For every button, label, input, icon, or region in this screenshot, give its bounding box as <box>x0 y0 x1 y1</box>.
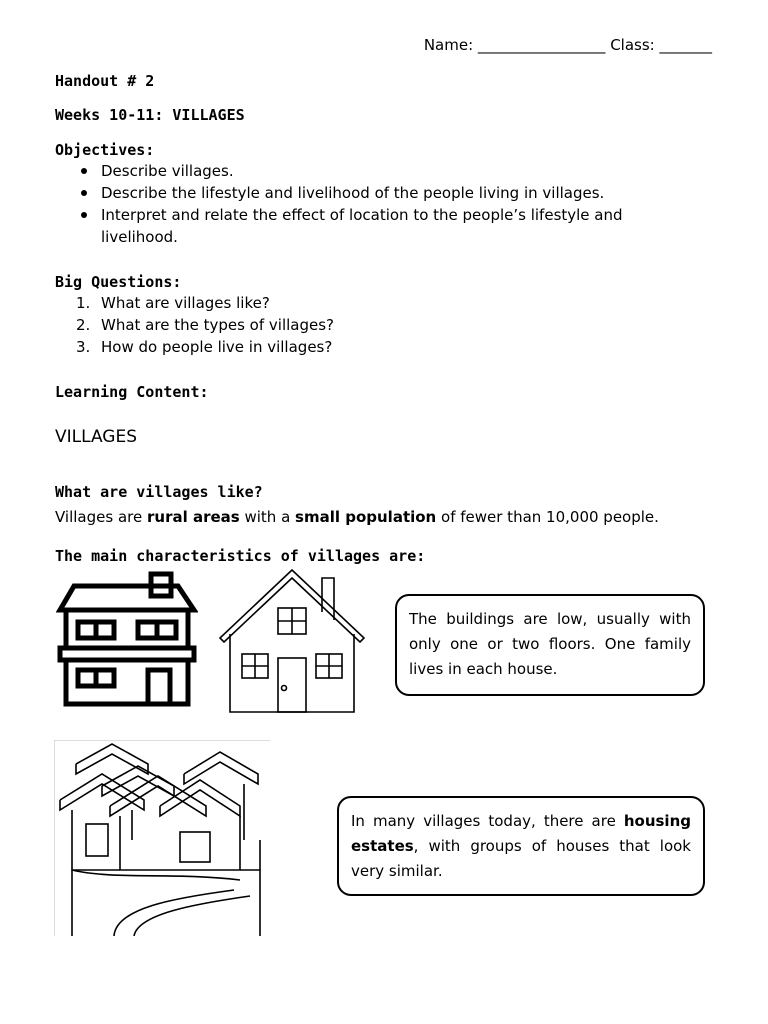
question-number: 1. <box>76 294 91 312</box>
characteristics-heading: The main characteristics of villages are: <box>55 547 426 565</box>
objective-item: Interpret and relate the effect of location to the people’s lifestyle and livelihood. <box>76 204 696 248</box>
callout-text: The buildings are low, usually with only one or two floors. One family lives in each house. <box>409 610 691 678</box>
question-item <box>76 314 334 336</box>
housing-estates-callout <box>337 796 705 896</box>
single-house-illustration <box>218 568 366 716</box>
definition-bold: small population <box>295 508 437 526</box>
definition-text: with a <box>239 508 296 526</box>
objectives-heading: Objectives: <box>55 141 155 159</box>
housing-estate-illustration <box>54 740 270 936</box>
question-item <box>76 336 334 358</box>
objective-item: Describe the lifestyle and livelihood of the people living in villages. <box>76 182 696 204</box>
question-text: What are the types of villages? <box>101 316 335 334</box>
callout-text: , with groups of houses that look very similar. <box>351 837 691 880</box>
big-questions-list <box>76 292 334 358</box>
question-text: What are villages like? <box>101 294 270 312</box>
question-number: 3. <box>76 338 91 356</box>
question-item <box>76 292 334 314</box>
name-label: Name: <box>423 36 474 54</box>
two-storey-house-illustration <box>56 570 198 712</box>
villages-definition <box>55 506 659 528</box>
definition-text: Villages are <box>55 508 147 526</box>
objectives-list <box>76 160 696 248</box>
handout-title: Handout # 2 <box>55 72 155 90</box>
name-blank: _________________ <box>477 36 606 54</box>
definition-text: of fewer than 10,000 people. <box>436 508 659 526</box>
class-label: Class: <box>610 36 655 54</box>
section-title: VILLAGES <box>55 427 138 447</box>
weeks-title: Weeks 10-11: VILLAGES <box>55 106 245 124</box>
callout-text: In many villages today, there are <box>351 812 624 830</box>
callout-bold: housing estates <box>351 812 691 855</box>
question-text: How do people live in villages? <box>101 338 333 356</box>
question-number: 2. <box>76 316 91 334</box>
learning-content-heading: Learning Content: <box>55 383 209 401</box>
definition-bold: rural areas <box>147 508 240 526</box>
objective-item: Describe villages. <box>76 160 696 182</box>
low-buildings-callout <box>395 594 705 696</box>
name-class-line <box>424 36 712 54</box>
what-are-villages-heading: What are villages like? <box>55 483 263 501</box>
class-blank: _______ <box>659 36 712 54</box>
big-questions-heading: Big Questions: <box>55 273 182 291</box>
